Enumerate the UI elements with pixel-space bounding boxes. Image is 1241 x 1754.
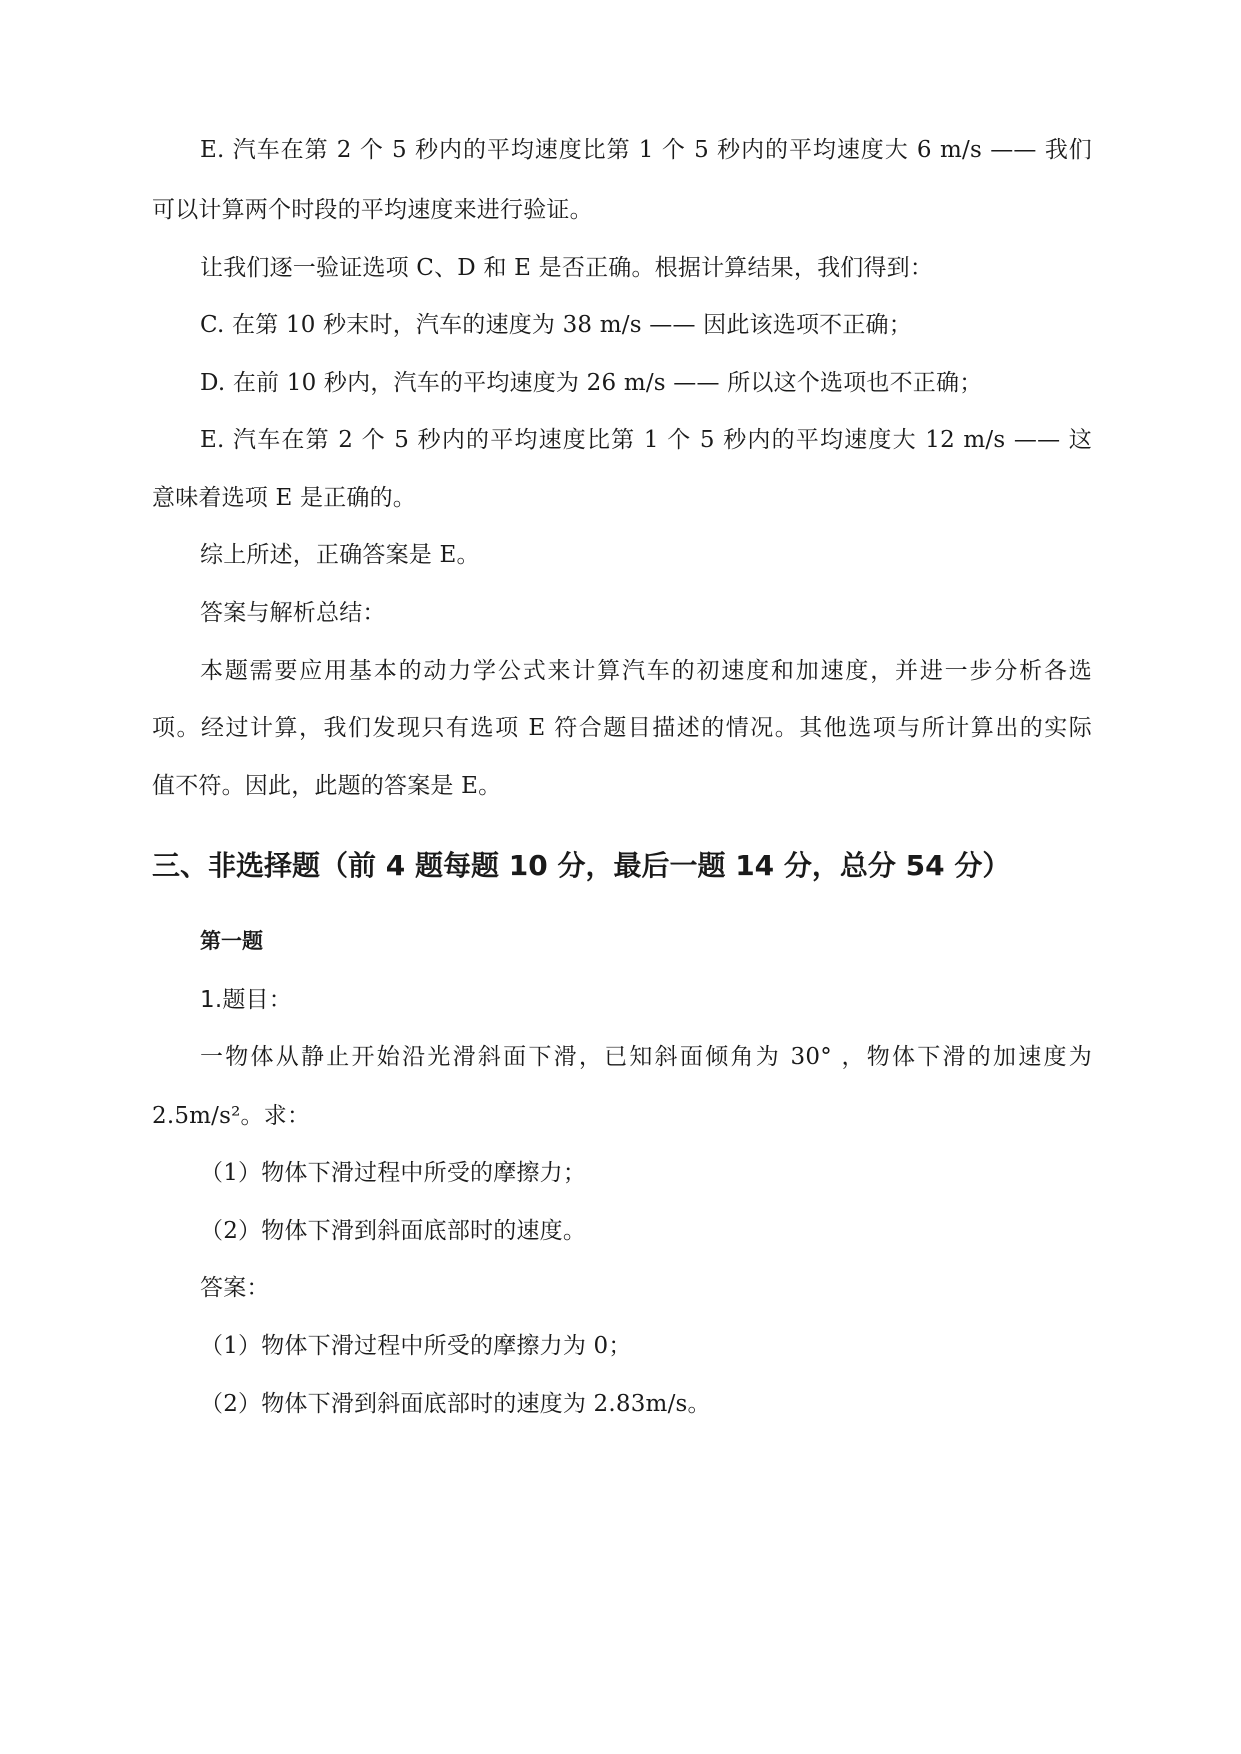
sub-question-2: （2）物体下滑到斜面底部时的速度。 — [200, 1218, 587, 1244]
question-title: 第一题 — [200, 929, 263, 953]
summary-line: 项。经过计算，我们发现只有选项 E 符合题目描述的情况。其他选项与所计算出的实际 — [152, 715, 1092, 741]
answer-label: 答案： — [200, 1275, 270, 1301]
section-heading: 三、非选择题（前 4 题每题 10 分，最后一题 14 分，总分 54 分） — [152, 849, 1011, 882]
option-d-line: D. 在前 10 秒内，汽车的平均速度为 26 m/s —— 所以这个选项也不正确； — [200, 370, 983, 396]
paragraph-line: E. 汽车在第 2 个 5 秒内的平均速度比第 1 个 5 秒内的平均速度大 6 m/s —— 我们 — [200, 137, 1092, 163]
sub-question-1: （1）物体下滑过程中所受的摩擦力； — [200, 1160, 587, 1186]
paragraph-line: 可以计算两个时段的平均速度来进行验证。 — [152, 197, 593, 223]
paragraph-line: 让我们逐一验证选项 C、D 和 E 是否正确。根据计算结果，我们得到： — [200, 255, 934, 281]
option-c-line: C. 在第 10 秒末时，汽车的速度为 38 m/s —— 因此该选项不正确； — [200, 312, 912, 338]
option-e-line-continued: 意味着选项 E 是正确的。 — [152, 485, 417, 511]
answer-1: （1）物体下滑过程中所受的摩擦力为 0； — [200, 1333, 632, 1359]
question-text: 一物体从静止开始沿光滑斜面下滑，已知斜面倾角为 30° ，物体下滑的加速度为 — [200, 1044, 1092, 1070]
summary-label: 答案与解析总结： — [200, 600, 386, 626]
question-text: 2.5m/s²。求： — [152, 1103, 311, 1129]
conclusion-line: 综上所述，正确答案是 E。 — [200, 542, 480, 568]
answer-2: （2）物体下滑到斜面底部时的速度为 2.83m/s。 — [200, 1391, 711, 1417]
question-label: 1.题目： — [200, 987, 292, 1013]
summary-line: 值不符。因此，此题的答案是 E。 — [152, 773, 502, 799]
option-e-line: E. 汽车在第 2 个 5 秒内的平均速度比第 1 个 5 秒内的平均速度大 12 m/s —— 这 — [200, 427, 1092, 453]
document-page — [152, 0, 1092, 1754]
summary-line: 本题需要应用基本的动力学公式来计算汽车的初速度和加速度，并进一步分析各选 — [200, 658, 1092, 684]
